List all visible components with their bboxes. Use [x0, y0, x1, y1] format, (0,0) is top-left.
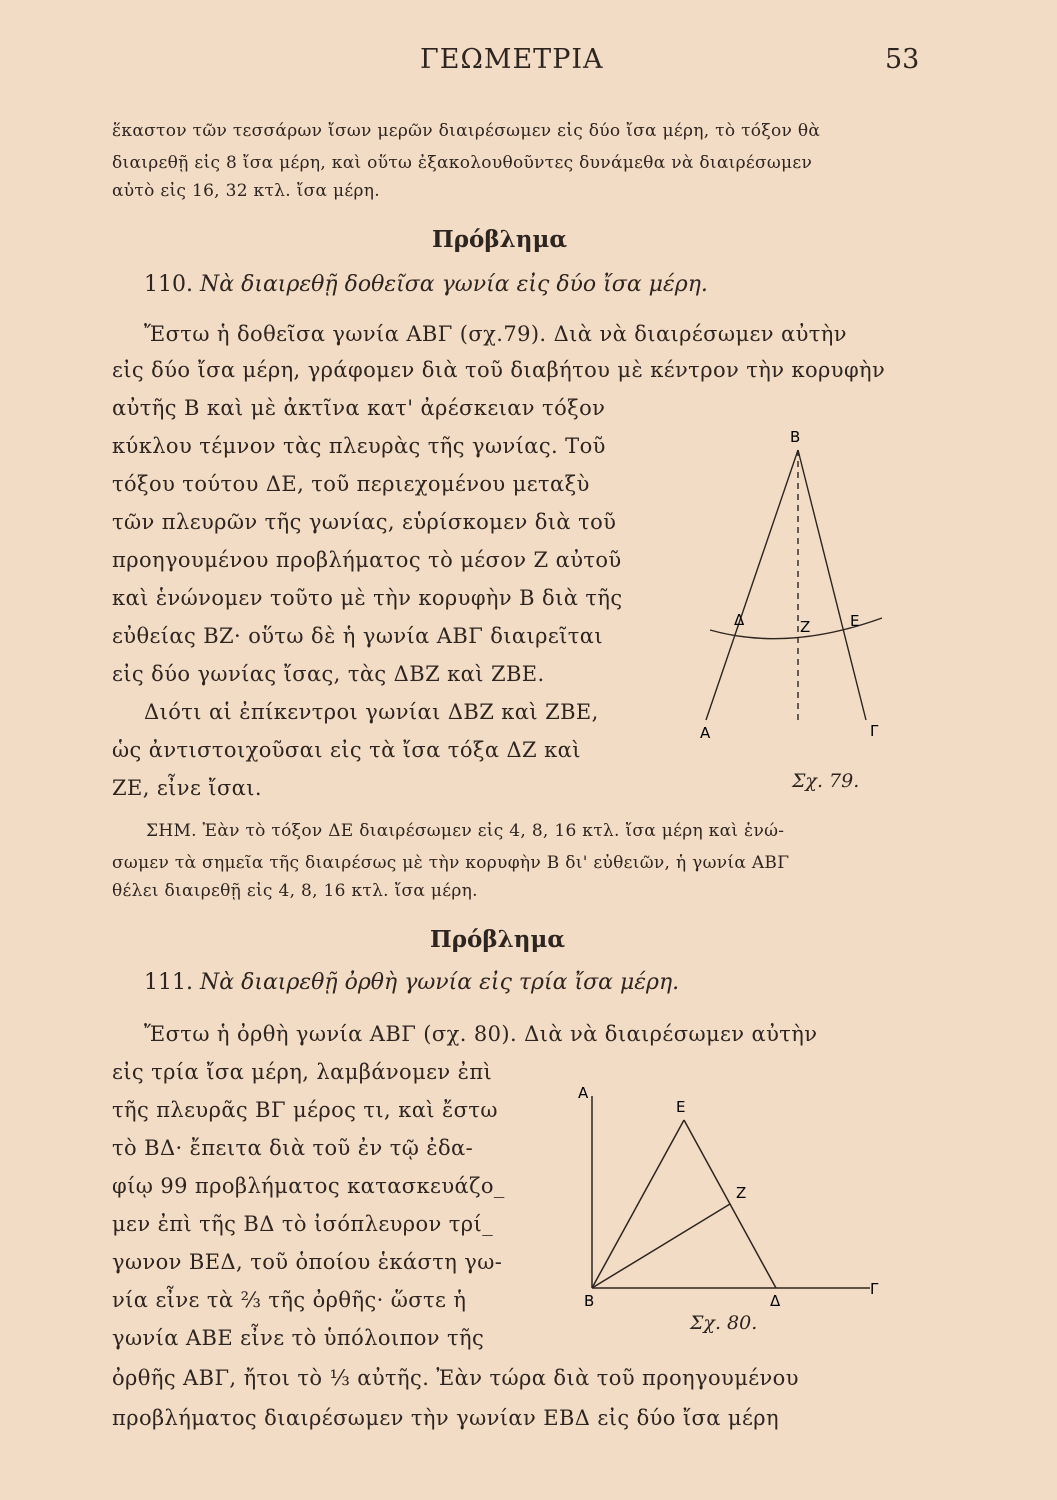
figure-label: Δ — [734, 611, 745, 629]
text-line: τῆς πλευρᾶς ΒΓ μέρος τι, καὶ ἔστω — [112, 1098, 498, 1122]
text-line: νία εἶνε τὰ ⅔ τῆς ὀρθῆς· ὥστε ἡ — [112, 1288, 467, 1312]
intro-line: ἕκαστον τῶν τεσσάρων ἴσων μερῶν διαιρέσωμεν εἰς δύο ἴσα μέρη, τὸ τόξον θὰ — [112, 121, 821, 141]
figure-line-bz — [592, 1204, 730, 1288]
intro-line: διαιρεθῇ εἰς 8 ἴσα μέρη, καὶ οὕτω ἐξακολουθοῦντες δυνάμεθα νὰ διαιρέσωμεν — [112, 153, 813, 173]
figure-label: B — [790, 428, 801, 446]
text-line: καὶ ἑνώνομεν τοῦτο μὲ τὴν κορυφὴν Β διὰ τῆς — [112, 586, 623, 610]
text-line: τῶν πλευρῶν τῆς γωνίας, εὑρίσκομεν διὰ τοῦ — [112, 510, 617, 534]
text-line: ΖΕ, εἶνε ἴσαι. — [112, 776, 262, 800]
figure-label: E — [676, 1098, 686, 1116]
text-line: φίῳ 99 προβλήματος κατασκευάζο_ — [112, 1174, 505, 1198]
text-line: Ἔστω ἡ ὀρθὴ γωνία ΑΒΓ (σχ. 80). Διὰ νὰ διαιρέσωμεν αὐτὴν — [144, 1022, 818, 1046]
text-line: γωνον ΒΕΔ, τοῦ ὁποίου ἑκάστη γω- — [112, 1250, 503, 1274]
figure-label: Z — [736, 1184, 747, 1202]
text-line: κύκλου τέμνον τὰς πλευρὰς τῆς γωνίας. Τοῦ — [112, 434, 606, 458]
text-line: Διότι αἱ ἐπίκεντροι γωνίαι ΔΒΖ καὶ ΖΒΕ, — [144, 700, 599, 724]
problem-heading: Πρόβλημα — [430, 926, 566, 953]
text-line: ὀρθῆς ΑΒΓ, ἤτοι τὸ ⅓ αὐτῆς. Ἐὰν τώρα διὰ τοῦ προηγουμένου — [112, 1366, 799, 1390]
figure-label: A — [578, 1084, 589, 1102]
running-header-title: ΓΕΩΜΕΤΡΙΑ — [420, 44, 604, 75]
text-line: Ἔστω ἡ δοθεῖσα γωνία ΑΒΓ (σχ.79). Διὰ νὰ διαιρέσωμεν αὐτὴν — [144, 322, 847, 346]
problem-text: Νὰ διαιρεθῇ δοθεῖσα γωνία εἰς δύο ἴσα μέρη. — [199, 272, 708, 297]
intro-line: αὐτὸ εἰς 16, 32 κτλ. ἴσα μέρη. — [112, 181, 380, 201]
text-line: αὐτῆς Β καὶ μὲ ἀκτῖνα κατ' ἀρέσκειαν τόξον — [112, 396, 606, 420]
figure-caption: Σχ. 80. — [690, 1312, 758, 1334]
problem-heading: Πρόβλημα — [432, 226, 568, 253]
text-line: τὸ ΒΔ· ἔπειτα διὰ τοῦ ἐν τῷ ἐδα- — [112, 1136, 474, 1160]
problem-number: 111. — [144, 970, 193, 995]
text-line: μεν ἐπὶ τῆς ΒΔ τὸ ἰσόπλευρον τρί_ — [112, 1212, 494, 1236]
problem-number: 110. — [144, 272, 193, 297]
text-line: εἰς δύο ἴσα μέρη, γράφομεν διὰ τοῦ διαβήτου μὲ κέντρον τὴν κορυφὴν — [112, 358, 886, 382]
text-line: εἰς δύο γωνίας ἴσας, τὰς ΔΒΖ καὶ ΖΒΕ. — [112, 662, 545, 686]
figure-label: Δ — [770, 1292, 781, 1310]
text-line: προβλήματος διαιρέσωμεν τὴν γωνίαν ΕΒΔ εἰς δύο ἴσα μέρη — [112, 1406, 779, 1430]
text-line: προηγουμένου προβλήματος τὸ μέσον Ζ αὐτοῦ — [112, 548, 622, 572]
figure-label: Γ — [870, 1280, 879, 1298]
figure-line-bg — [798, 450, 866, 720]
text-line: ὡς ἀντιστοιχοῦσαι εἰς τὰ ἴσα τόξα ΔΖ καὶ — [112, 738, 581, 762]
problem-statement — [144, 970, 679, 995]
problem-statement — [144, 272, 708, 297]
problem-text: Νὰ διαιρεθῇ ὀρθὴ γωνία εἰς τρία ἴσα μέρη. — [199, 970, 680, 995]
figure-label: Γ — [870, 722, 879, 740]
figure-label: B — [584, 1292, 595, 1310]
figure-label: Z — [800, 618, 811, 636]
text-line: γωνία ΑΒΕ εἶνε τὸ ὑπόλοιπον τῆς — [112, 1326, 485, 1350]
figure-line-ba — [706, 450, 798, 720]
note-line: θέλει διαιρεθῇ εἰς 4, 8, 16 κτλ. ἴσα μέρη. — [112, 881, 478, 901]
note-line: σωμεν τὰ σημεῖα τῆς διαιρέσως μὲ τὴν κορυφὴν Β δι' εὐθειῶν, ἡ γωνία ΑΒΓ — [112, 853, 790, 873]
figure-79 — [690, 420, 910, 800]
figure-caption: Σχ. 79. — [792, 770, 860, 792]
figure-label: E — [850, 612, 860, 630]
text-line: εὐθείας ΒΖ· οὕτω δὲ ἡ γωνία ΑΒΓ διαιρεῖται — [112, 624, 604, 648]
note-line: ΣΗΜ. Ἐὰν τὸ τόξον ΔΕ διαιρέσωμεν εἰς 4, 8, 16 κτλ. ἴσα μέρη καὶ ἑνώ- — [146, 821, 785, 841]
page-number: 53 — [885, 44, 920, 75]
text-line: τόξου τούτου ΔΕ, τοῦ περιεχομένου μεταξὺ — [112, 472, 590, 496]
figure-label: A — [700, 724, 711, 742]
figure-80 — [570, 1072, 900, 1312]
text-line: εἰς τρία ἴσα μέρη, λαμβάνομεν ἐπὶ — [112, 1060, 493, 1084]
figure-line-be — [592, 1120, 684, 1288]
